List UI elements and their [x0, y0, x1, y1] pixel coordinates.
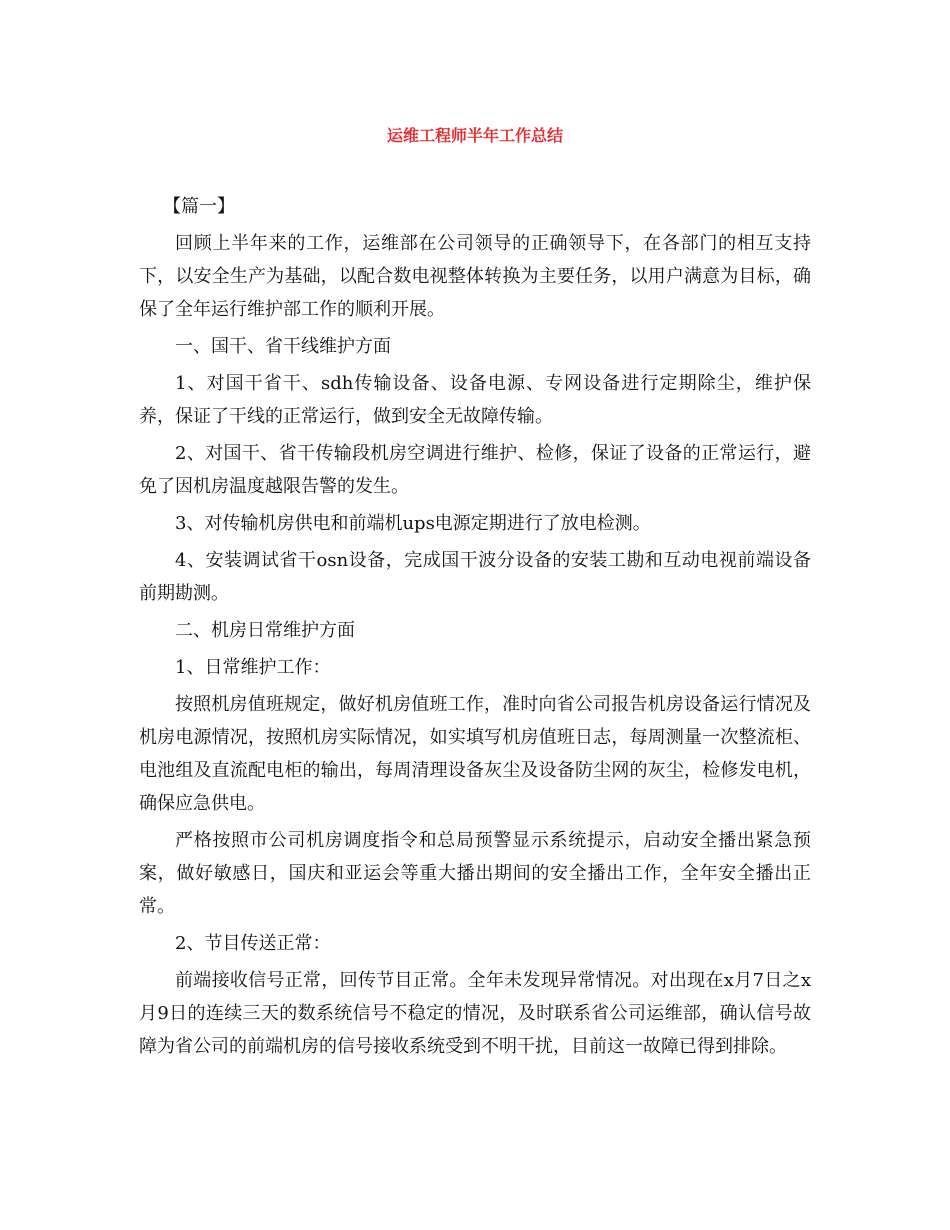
paragraph-intro: 回顾上半年来的工作，运维部在公司领导的正确领导下，在各部门的相互支持下，以安全生产为基础，以配合数电视整体转换为主要任务，以用户满意为目标，确保了全年运行维护部工作的顺利开展。	[139, 233, 811, 320]
section-heading-machine-room: 二、机房日常维护方面	[175, 620, 355, 641]
subheading-program-transmission: 2、节目传送正常：	[175, 933, 331, 954]
paragraph-item-2: 2、对国干、省干传输段机房空调进行维护、检修，保证了设备的正常运行，避免了因机房温度越限告警的发生。	[139, 443, 811, 497]
paragraph-daily-maintenance: 按照机房值班规定，做好机房值班工作，准时向省公司报告机房设备运行情况及机房电源情况，按照机房实际情况，如实填写机房值班日志，每周测量一次整流柜、电池组及直流配电柜的输出，每周清理设备灰尘及设备防尘网的灰尘，检修发电机，确保应急供电。	[139, 694, 811, 814]
section-heading-part-one: 【篇一】	[163, 196, 235, 217]
document-title: 运维工程师半年工作总结	[386, 126, 563, 145]
paragraph-item-4: 4、安装调试省干osn设备，完成国干波分设备的安装工勘和互动电视前端设备前期勘测。	[139, 550, 811, 604]
paragraph-safe-broadcast: 严格按照市公司机房调度指令和总局预警显示系统提示，启动安全播出紧急预案，做好敏感日，国庆和亚运会等重大播出期间的安全播出工作，全年安全播出正常。	[139, 830, 811, 917]
paragraph-item-3: 3、对传输机房供电和前端机ups电源定期进行了放电检测。	[175, 513, 651, 534]
subheading-daily-maintenance: 1、日常维护工作：	[175, 657, 331, 678]
section-heading-trunk-line: 一、国干、省干线维护方面	[175, 336, 391, 357]
document-body	[139, 190, 811, 1067]
paragraph-item-1: 1、对国干省干、sdh传输设备、设备电源、专网设备进行定期除尘，维护保养，保证了干线的正常运行，做到安全无故障传输。	[139, 373, 811, 427]
paragraph-program-transmission: 前端接收信号正常，回传节目正常。全年未发现异常情况。对出现在x月7日之x月9日的连续三天的数系统信号不稳定的情况，及时联系省公司运维部，确认信号故障为省公司的前端机房的信号接收系统受到不明干扰，目前这一故障已得到排除。	[139, 970, 811, 1057]
